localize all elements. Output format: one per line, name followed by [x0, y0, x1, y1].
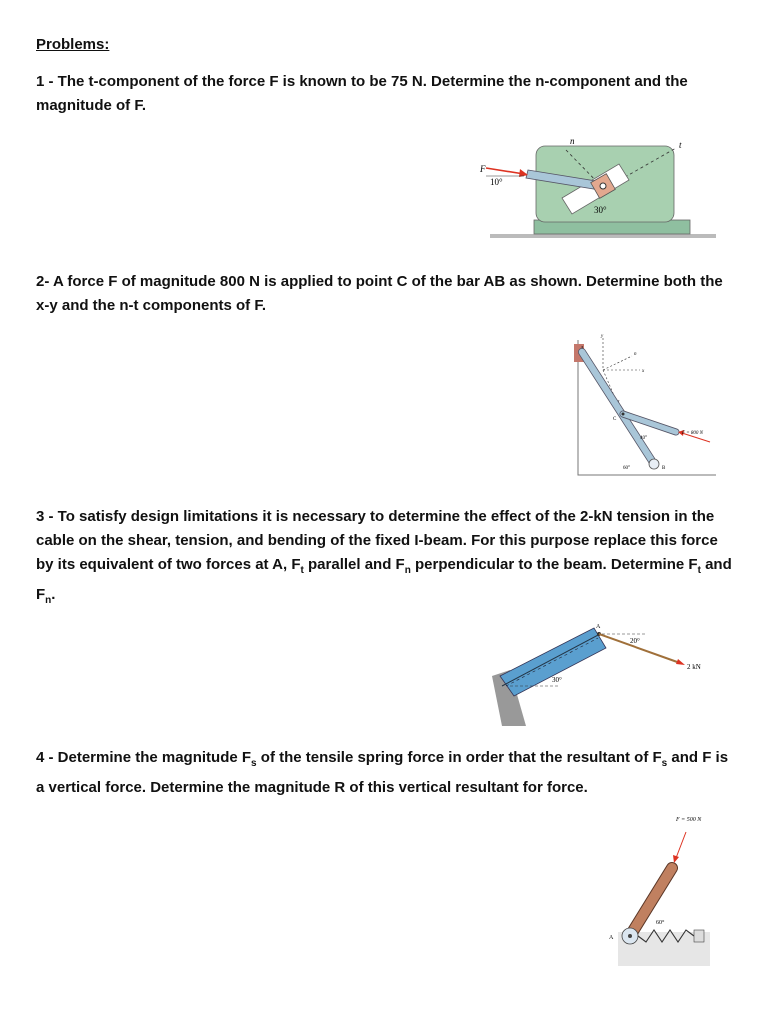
ground — [490, 234, 716, 238]
i-beam-web — [502, 634, 600, 686]
page-heading: Problems: — [36, 36, 110, 53]
cable-arrowhead — [676, 659, 685, 665]
force-arrow — [676, 832, 686, 858]
label-A: A — [596, 624, 601, 630]
pivot-pin — [628, 934, 632, 938]
angle-10: 10° — [490, 177, 503, 187]
n-axis — [603, 356, 632, 370]
label-A: A — [609, 935, 614, 941]
angle-40: 40° — [640, 436, 647, 441]
force-arrow — [486, 168, 524, 174]
label-x: x — [642, 369, 645, 374]
problem-3-figure — [480, 620, 720, 730]
force-arrowhead — [673, 855, 679, 863]
angle-60: 60° — [623, 466, 630, 471]
point-C — [622, 413, 625, 416]
problem-4-text: 4 - Determine the magnitude $F_s$ of the tensile spring force in order that the resultant of $F_s$ and F is a vertical force. Determine the magnitude R of this vertical resultant for force. — [36, 749, 729, 796]
problem-2-text: 2- A force F of magnitude 800 N is applied to point C of the bar AB as shown. Determine both the x-y and the n-t components of F. — [36, 273, 723, 314]
label-B: B — [662, 466, 666, 471]
pin-joint — [600, 183, 606, 189]
force-label: 2 kN — [687, 663, 701, 671]
pin-B — [649, 459, 659, 469]
problem-1-figure — [476, 132, 720, 244]
problem-3-text: 3 - To satisfy design limitations it is necessary to determine the effect of the 2-kN tension in the cable on the shear, tension, and bending of the fixed I-beam. For this purpose replace this force by its equivalent of two forces at A, $F_t$ parallel and $F_n$ perpendicular to the beam. Determine $F_t$ and $F_n$. — [36, 508, 732, 606]
spring-anchor — [694, 930, 704, 942]
angle-60: 60° — [656, 920, 665, 926]
problem-4-figure — [600, 808, 720, 974]
force-label: F = 800 N — [682, 431, 704, 436]
lever — [630, 868, 672, 936]
force-label: F = 500 N — [676, 817, 702, 823]
label-t: t — [679, 140, 682, 150]
label-C: C — [613, 417, 617, 422]
label-F: F — [480, 164, 486, 174]
problem-2-figure — [568, 330, 728, 480]
angle-30: 30° — [594, 205, 607, 215]
angle-30: 30° — [552, 676, 562, 684]
angle-20: 20° — [630, 637, 640, 645]
label-n: n — [570, 136, 575, 146]
label-y: y — [601, 334, 604, 339]
problem-1-text: 1 - The t-component of the force F is known to be 75 N. Determine the n-component and the magnitude of F. — [36, 73, 688, 114]
label-n: n — [634, 352, 637, 357]
